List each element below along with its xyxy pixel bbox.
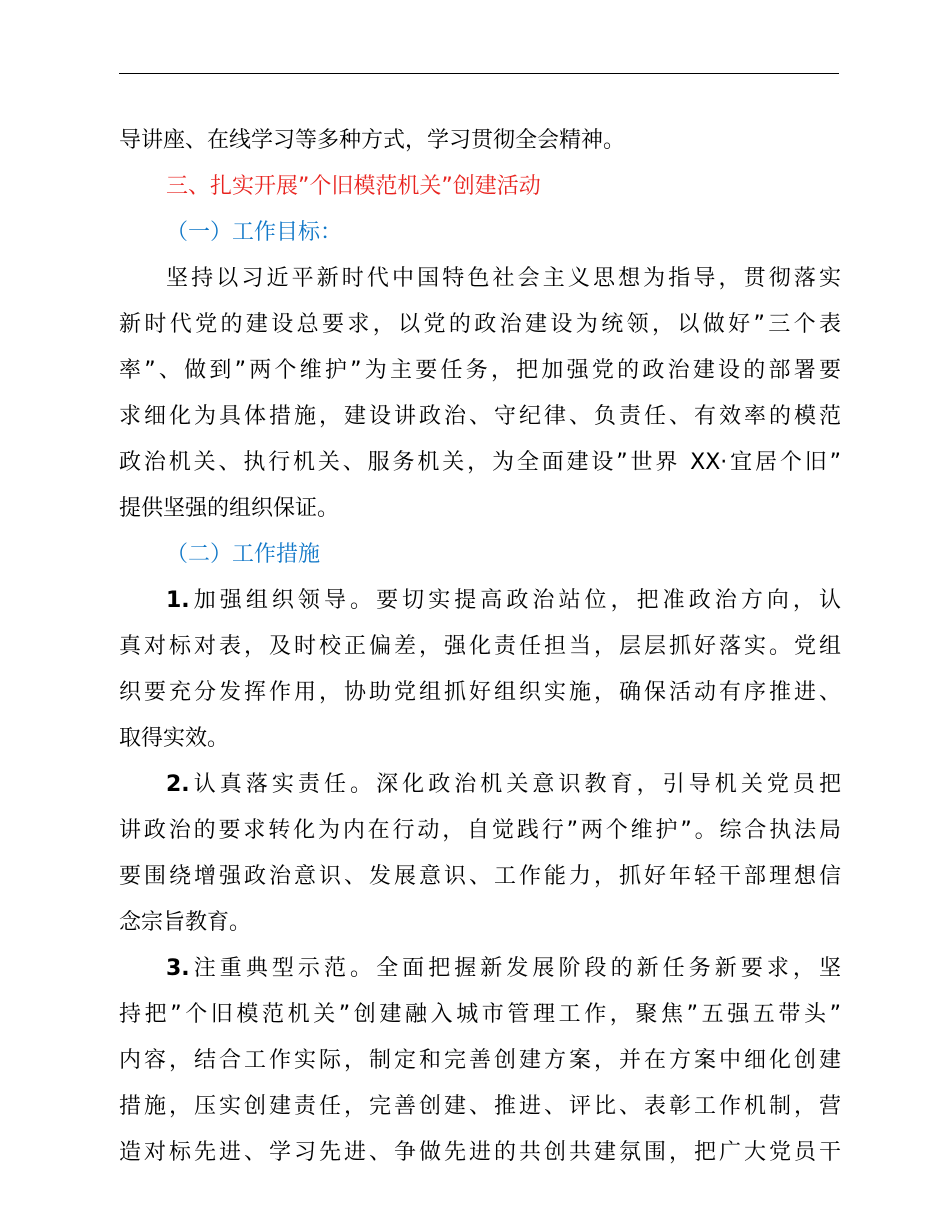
section-heading: [119, 164, 841, 210]
paragraph-line: [119, 624, 841, 670]
paragraph-line: [119, 440, 841, 486]
paragraph-line: [119, 1084, 841, 1130]
paragraph-line: [119, 992, 841, 1038]
subsection-heading: [119, 210, 841, 256]
line-text: （二）工作措施: [166, 542, 321, 567]
header-rule: [119, 73, 839, 74]
line-text: 加强组织领导。要切实提高政治站位，把准政治方向，认: [189, 588, 841, 613]
line-text: 导讲座、在线学习等多种方式，学习贯彻全会精神。: [119, 128, 626, 153]
line-text: 措施，压实创建责任，完善创建、推进、评比、表彰工作机制，营: [119, 1094, 841, 1119]
line-text: 率”、做到”两个维护”为主要任务，把加强党的政治建设的部署要: [119, 358, 841, 383]
line-text: 新时代党的建设总要求，以党的政治建设为统领，以做好”三个表: [119, 312, 841, 337]
paragraph-line: [119, 348, 841, 394]
paragraph-first-line: [119, 762, 841, 808]
line-text: 真对标对表，及时校正偏差，强化责任担当，层层抓好落实。党组: [119, 634, 841, 659]
line-text: 织要充分发挥作用，协助党组抓好组织实施，确保活动有序推进、: [119, 680, 841, 705]
paragraph-line: [119, 394, 841, 440]
paragraph-line: [119, 670, 841, 716]
item-number: 2.: [166, 772, 190, 797]
text-line: [119, 118, 841, 164]
line-text: 念宗旨教育。: [119, 910, 252, 935]
line-text: 坚持以习近平新时代中国特色社会主义思想为指导，贯彻落实: [166, 266, 841, 291]
paragraph-last-line: [119, 900, 841, 946]
item-number: 1.: [166, 588, 190, 613]
document-body: [119, 118, 841, 1176]
line-text: 注重典型示范。全面把握新发展阶段的新任务新要求，坚: [189, 956, 841, 981]
line-text: 持把”个旧模范机关”创建融入城市管理工作，聚焦”五强五带头”: [119, 1002, 841, 1027]
line-text: （一）工作目标：: [166, 220, 343, 245]
paragraph-line: [119, 1038, 841, 1084]
line-text: 提供坚强的组织保证。: [119, 496, 340, 521]
line-text: 三、扎实开展”个旧模范机关”创建活动: [166, 174, 541, 199]
paragraph-first-line: [119, 578, 841, 624]
paragraph-first-line: [119, 256, 841, 302]
line-text: 内容，结合工作实际，制定和完善创建方案，并在方案中细化创建: [119, 1048, 841, 1073]
line-text: 要围绕增强政治意识、发展意识、工作能力，抓好年轻干部理想信: [119, 864, 841, 889]
item-number: 3.: [166, 956, 190, 981]
line-text: 取得实效。: [119, 726, 230, 751]
line-text: 讲政治的要求转化为内在行动，自觉践行”两个维护”。综合执法局: [119, 818, 841, 843]
line-text: 求细化为具体措施，建设讲政治、守纪律、负责任、有效率的模范: [119, 404, 841, 429]
paragraph-line: [119, 808, 841, 854]
paragraph-line: [119, 302, 841, 348]
subsection-heading: [119, 532, 841, 578]
line-text: 认真落实责任。深化政治机关意识教育，引导机关党员把: [189, 772, 841, 797]
paragraph-line: [119, 1130, 841, 1176]
line-text: 造对标先进、学习先进、争做先进的共创共建氛围，把广大党员干: [119, 1140, 841, 1165]
paragraph-line: [119, 854, 841, 900]
paragraph-last-line: [119, 486, 841, 532]
paragraph-first-line: [119, 946, 841, 992]
paragraph-last-line: [119, 716, 841, 762]
line-text: 政治机关、执行机关、服务机关，为全面建设”世界 XX·宜居个旧”: [119, 450, 841, 475]
